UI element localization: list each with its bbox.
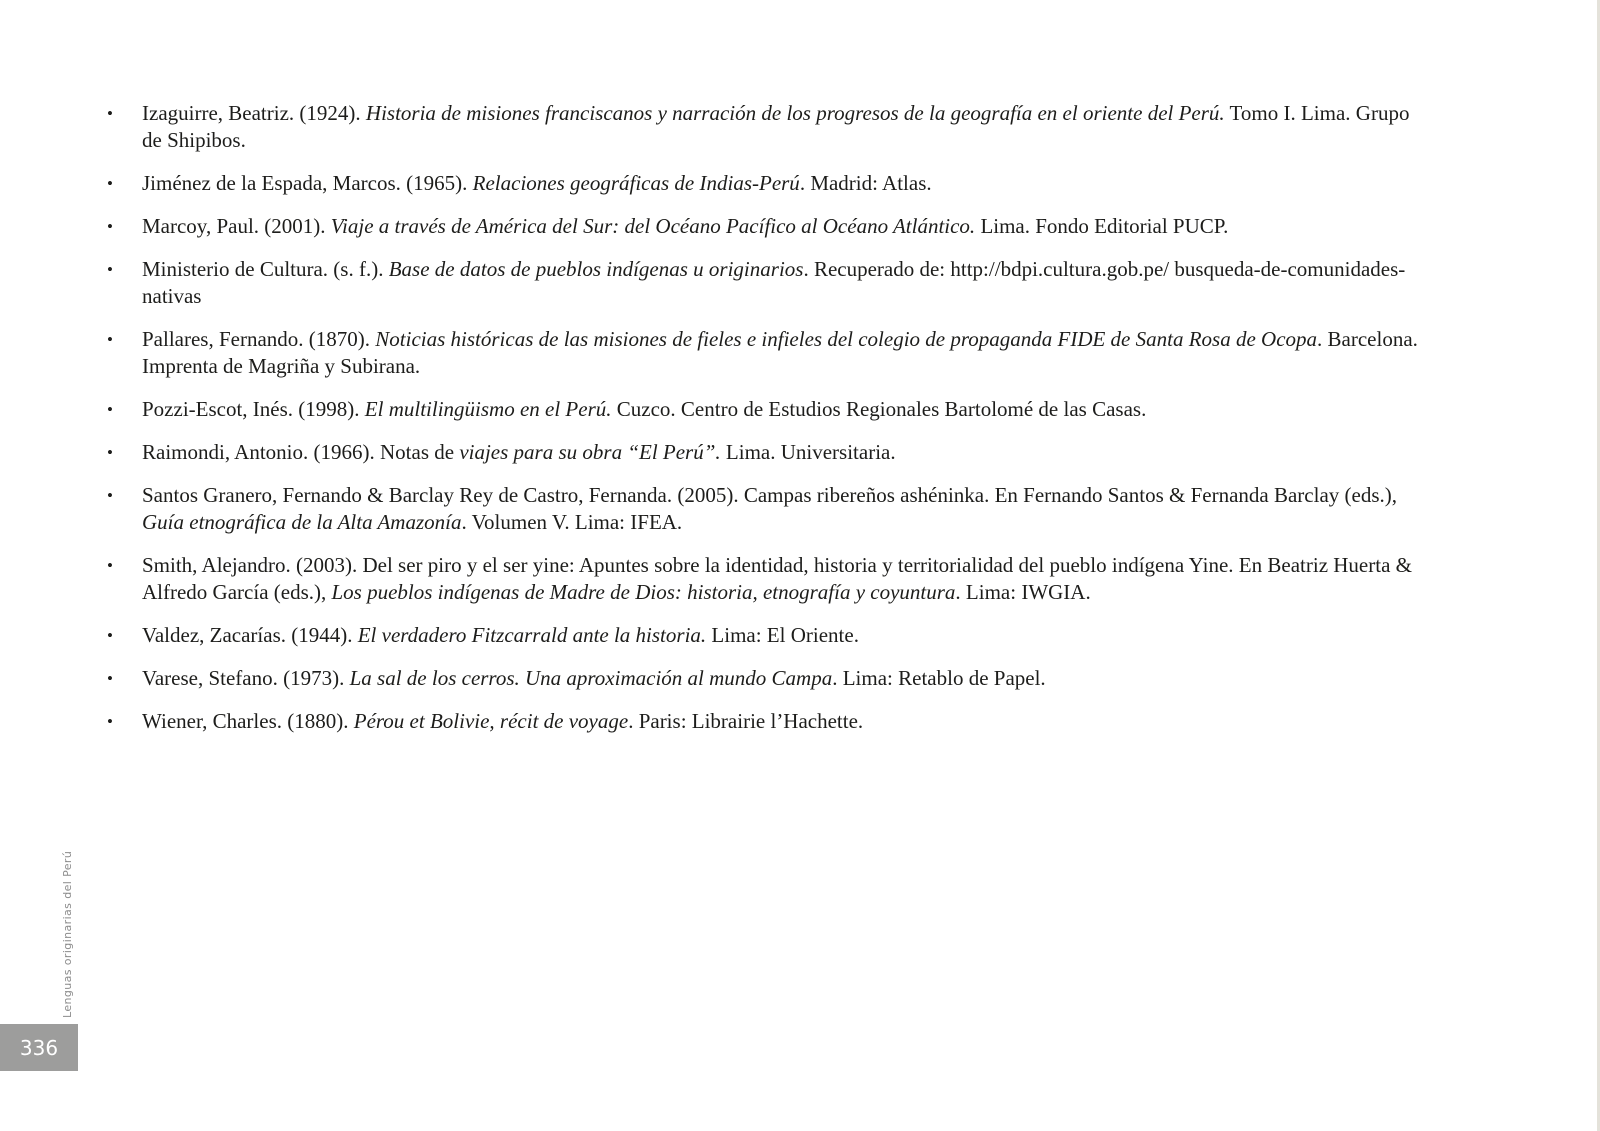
reference-text-before-title: Wiener, Charles. (1880). xyxy=(142,709,354,733)
reference-text-after-title: . Barcelona. Imprenta de Magriña y Subirana. xyxy=(142,327,1418,378)
bullet-icon: • xyxy=(107,556,113,575)
reference-title: Pérou et Bolivie, récit de voyage xyxy=(353,709,629,733)
reference-title: La sal de los cerros. Una aproximación al mundo Campa xyxy=(349,666,833,690)
reference-item xyxy=(104,256,1434,310)
reference-title: Historia de misiones franciscanos y narración de los progresos de la geografía en el oriente del Perú. xyxy=(365,101,1225,125)
reference-item xyxy=(104,170,1434,197)
reference-title: viajes para su obra “El Perú”. xyxy=(459,440,721,464)
reference-item xyxy=(104,439,1434,466)
reference-title: Los pueblos indígenas de Madre de Dios: historia, etnografía y coyuntura xyxy=(331,580,956,604)
bullet-icon: • xyxy=(107,260,113,279)
bullet-icon: • xyxy=(107,174,113,193)
bullet-icon: • xyxy=(107,217,113,236)
bullet-icon: • xyxy=(107,712,113,731)
reference-text-after-title: Cuzco. Centro de Estudios Regionales Bartolomé de las Casas. xyxy=(611,397,1147,421)
reference-text-before-title: Pallares, Fernando. (1870). xyxy=(142,327,376,351)
reference-text-before-title: Varese, Stefano. (1973). xyxy=(142,666,350,690)
reference-item xyxy=(104,708,1434,735)
reference-item xyxy=(104,665,1434,692)
bullet-icon: • xyxy=(107,104,113,123)
reference-text-before-title: Santos Granero, Fernando & Barclay Rey de Castro, Fernanda. (2005). Campas ribereños ashéninka. En Fernando Santos & Fernanda Barclay (eds.), xyxy=(142,483,1397,507)
reference-text-after-title: . Madrid: Atlas. xyxy=(799,171,932,195)
reference-item xyxy=(104,396,1434,423)
page-number: 336 xyxy=(19,1035,59,1060)
reference-item xyxy=(104,326,1434,380)
reference-text-before-title: Marcoy, Paul. (2001). xyxy=(142,214,331,238)
bullet-icon: • xyxy=(107,486,113,505)
reference-title: Viaje a través de América del Sur: del Océano Pacífico al Océano Atlántico. xyxy=(330,214,976,238)
reference-item xyxy=(104,622,1434,649)
reference-item xyxy=(104,213,1434,240)
reference-text-after-title: . Paris: Librairie l’Hachette. xyxy=(628,709,864,733)
reference-list xyxy=(104,100,1434,751)
reference-title: El verdadero Fitzcarrald ante la historia. xyxy=(357,623,707,647)
bullet-icon: • xyxy=(107,330,113,349)
reference-item xyxy=(104,552,1434,606)
reference-text-before-title: Valdez, Zacarías. (1944). xyxy=(142,623,358,647)
bullet-icon: • xyxy=(107,400,113,419)
reference-title: Relaciones geográficas de Indias-Perú xyxy=(472,171,800,195)
reference-title: Noticias históricas de las misiones de fieles e infieles del colegio de propaganda FIDE de Santa Rosa de Ocopa xyxy=(375,327,1318,351)
reference-text-before-title: Jiménez de la Espada, Marcos. (1965). xyxy=(142,171,473,195)
reference-text-after-title: . Volumen V. Lima: IFEA. xyxy=(461,510,683,534)
bullet-icon: • xyxy=(107,669,113,688)
page-number-box xyxy=(0,1024,78,1071)
reference-text-before-title: Izaguirre, Beatriz. (1924). xyxy=(142,101,366,125)
reference-title: Base de datos de pueblos indígenas u originarios xyxy=(388,257,804,281)
reference-text-after-title: . Lima: Retablo de Papel. xyxy=(832,666,1046,690)
reference-text-before-title: Raimondi, Antonio. (1966). Notas de xyxy=(142,440,460,464)
reference-text-after-title: Lima. Fondo Editorial PUCP. xyxy=(975,214,1229,238)
reference-title: El multilingüismo en el Perú. xyxy=(364,397,612,421)
reference-text-after-title: Lima: El Oriente. xyxy=(706,623,859,647)
reference-item xyxy=(104,100,1434,154)
reference-text-before-title: Ministerio de Cultura. (s. f.). xyxy=(142,257,389,281)
book-title-caption: Lenguas originarias del Perú xyxy=(61,850,74,1018)
reference-text-after-title: . Lima: IWGIA. xyxy=(955,580,1091,604)
reference-text-before-title: Smith, Alejandro. (2003). Del ser piro y el ser yine: Apuntes sobre la identidad, historia y territorialidad del pueblo indígena Yine. En Beatriz Huerta & Alfredo García (eds.), xyxy=(142,553,1412,604)
reference-text-after-title: Tomo I. Lima. Grupo de Shipibos. xyxy=(142,101,1410,152)
bullet-icon: • xyxy=(107,626,113,645)
reference-title: Guía etnográfica de la Alta Amazonía xyxy=(142,510,462,534)
reference-text-before-title: Pozzi-Escot, Inés. (1998). xyxy=(142,397,365,421)
reference-text-after-title: . Recuperado de: http://bdpi.cultura.gob.pe/ busqueda-de-comunidades-nativas xyxy=(142,257,1406,308)
bullet-icon: • xyxy=(107,443,113,462)
reference-text-after-title: Lima. Universitaria. xyxy=(720,440,896,464)
reference-item xyxy=(104,482,1434,536)
